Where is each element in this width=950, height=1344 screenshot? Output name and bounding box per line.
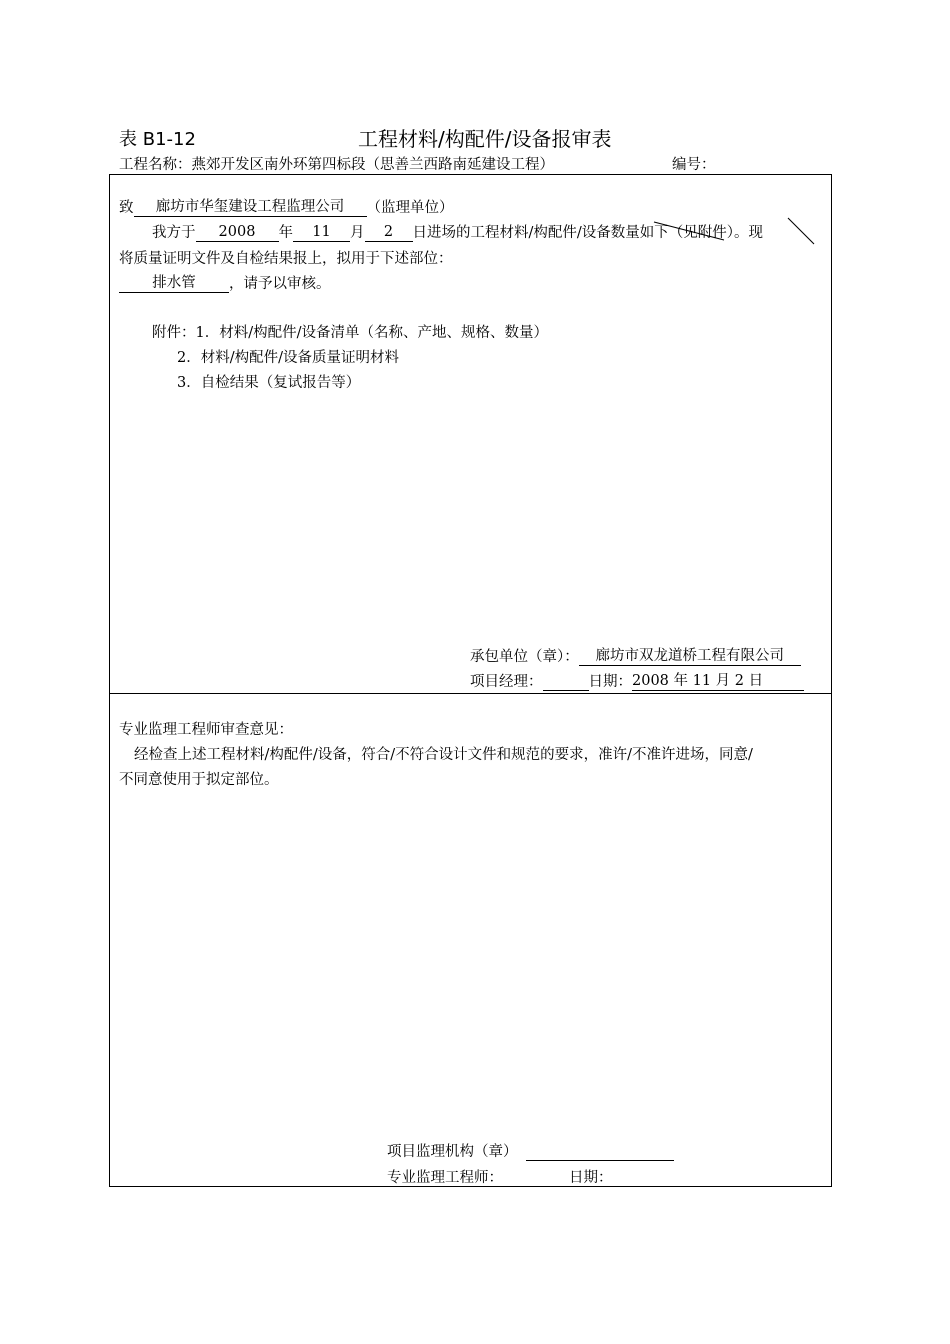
engineer-signature xyxy=(503,1169,569,1187)
review-date-label: 日期： xyxy=(569,1170,613,1186)
manager-signature xyxy=(543,673,589,691)
project-name-value: 燕郊开发区南外环第四标段（思善兰西路南延建设工程） xyxy=(191,157,554,173)
supervision-org-seal xyxy=(526,1143,674,1161)
contractor-label: 承包单位（章）： xyxy=(470,649,579,665)
attachment-item: 附件：1．材料/构配件/设备清单（名称、产地、规格、数量） xyxy=(152,325,548,341)
usage-location: 排水管 xyxy=(119,275,229,293)
review-opinion-line: 经检查上述工程材料/构配件/设备，符合/不符合设计文件和规范的要求，准许/不准许进场，同意/ xyxy=(134,747,753,763)
arrival-year: 2008 xyxy=(196,224,279,242)
arrival-month: 11 xyxy=(293,224,350,242)
review-title: 专业监理工程师审查意见： xyxy=(119,722,293,738)
arrival-text-b: 日进场的工程材料/构配件/设备数量如下（见附件）。现 xyxy=(412,225,764,241)
review-request: ，请予以审核。 xyxy=(229,276,331,292)
supervisor-company: 廊坊市华玺建设工程监理公司 xyxy=(134,199,367,217)
to-prefix: 致 xyxy=(119,200,134,216)
engineer-line xyxy=(387,1166,671,1187)
submission-date: 2008 年 11 月 2 日 xyxy=(632,673,804,691)
year-unit: 年 xyxy=(278,225,293,241)
supervision-org-label: 项目监理机构（章） xyxy=(387,1144,518,1160)
month-unit: 月 xyxy=(350,225,365,241)
strike-mark xyxy=(650,214,820,246)
review-date xyxy=(613,1169,671,1187)
project-name-label: 工程名称： xyxy=(119,157,192,173)
contractor-name: 廊坊市双龙道桥工程有限公司 xyxy=(579,648,801,666)
review-opinion-line: 不同意使用于拟定部位。 xyxy=(119,772,279,788)
arrival-day: 2 xyxy=(365,224,413,242)
manager-label: 项目经理： xyxy=(470,674,543,690)
contractor-line xyxy=(470,645,801,666)
supervision-org-line xyxy=(387,1140,674,1161)
attachment-item: 3．自检结果（复试报告等） xyxy=(177,375,361,391)
quality-docs-line: 将质量证明文件及自检结果报上，拟用于下述部位： xyxy=(119,251,453,267)
form-title: 工程材料/构配件/设备报审表 xyxy=(358,127,612,151)
addressee-line xyxy=(119,196,454,217)
location-line xyxy=(119,272,331,293)
to-suffix: （监理单位） xyxy=(366,200,454,216)
form-number-label: 编号： xyxy=(672,157,716,173)
project-name-line xyxy=(119,153,554,174)
manager-line xyxy=(470,670,804,691)
form-number: 表 B1-12 xyxy=(119,129,196,150)
attachment-item: 2．材料/构配件/设备质量证明材料 xyxy=(177,350,399,366)
engineer-label: 专业监理工程师： xyxy=(387,1170,503,1186)
date-label: 日期： xyxy=(588,674,632,690)
arrival-text-a: 我方于 xyxy=(152,225,196,241)
